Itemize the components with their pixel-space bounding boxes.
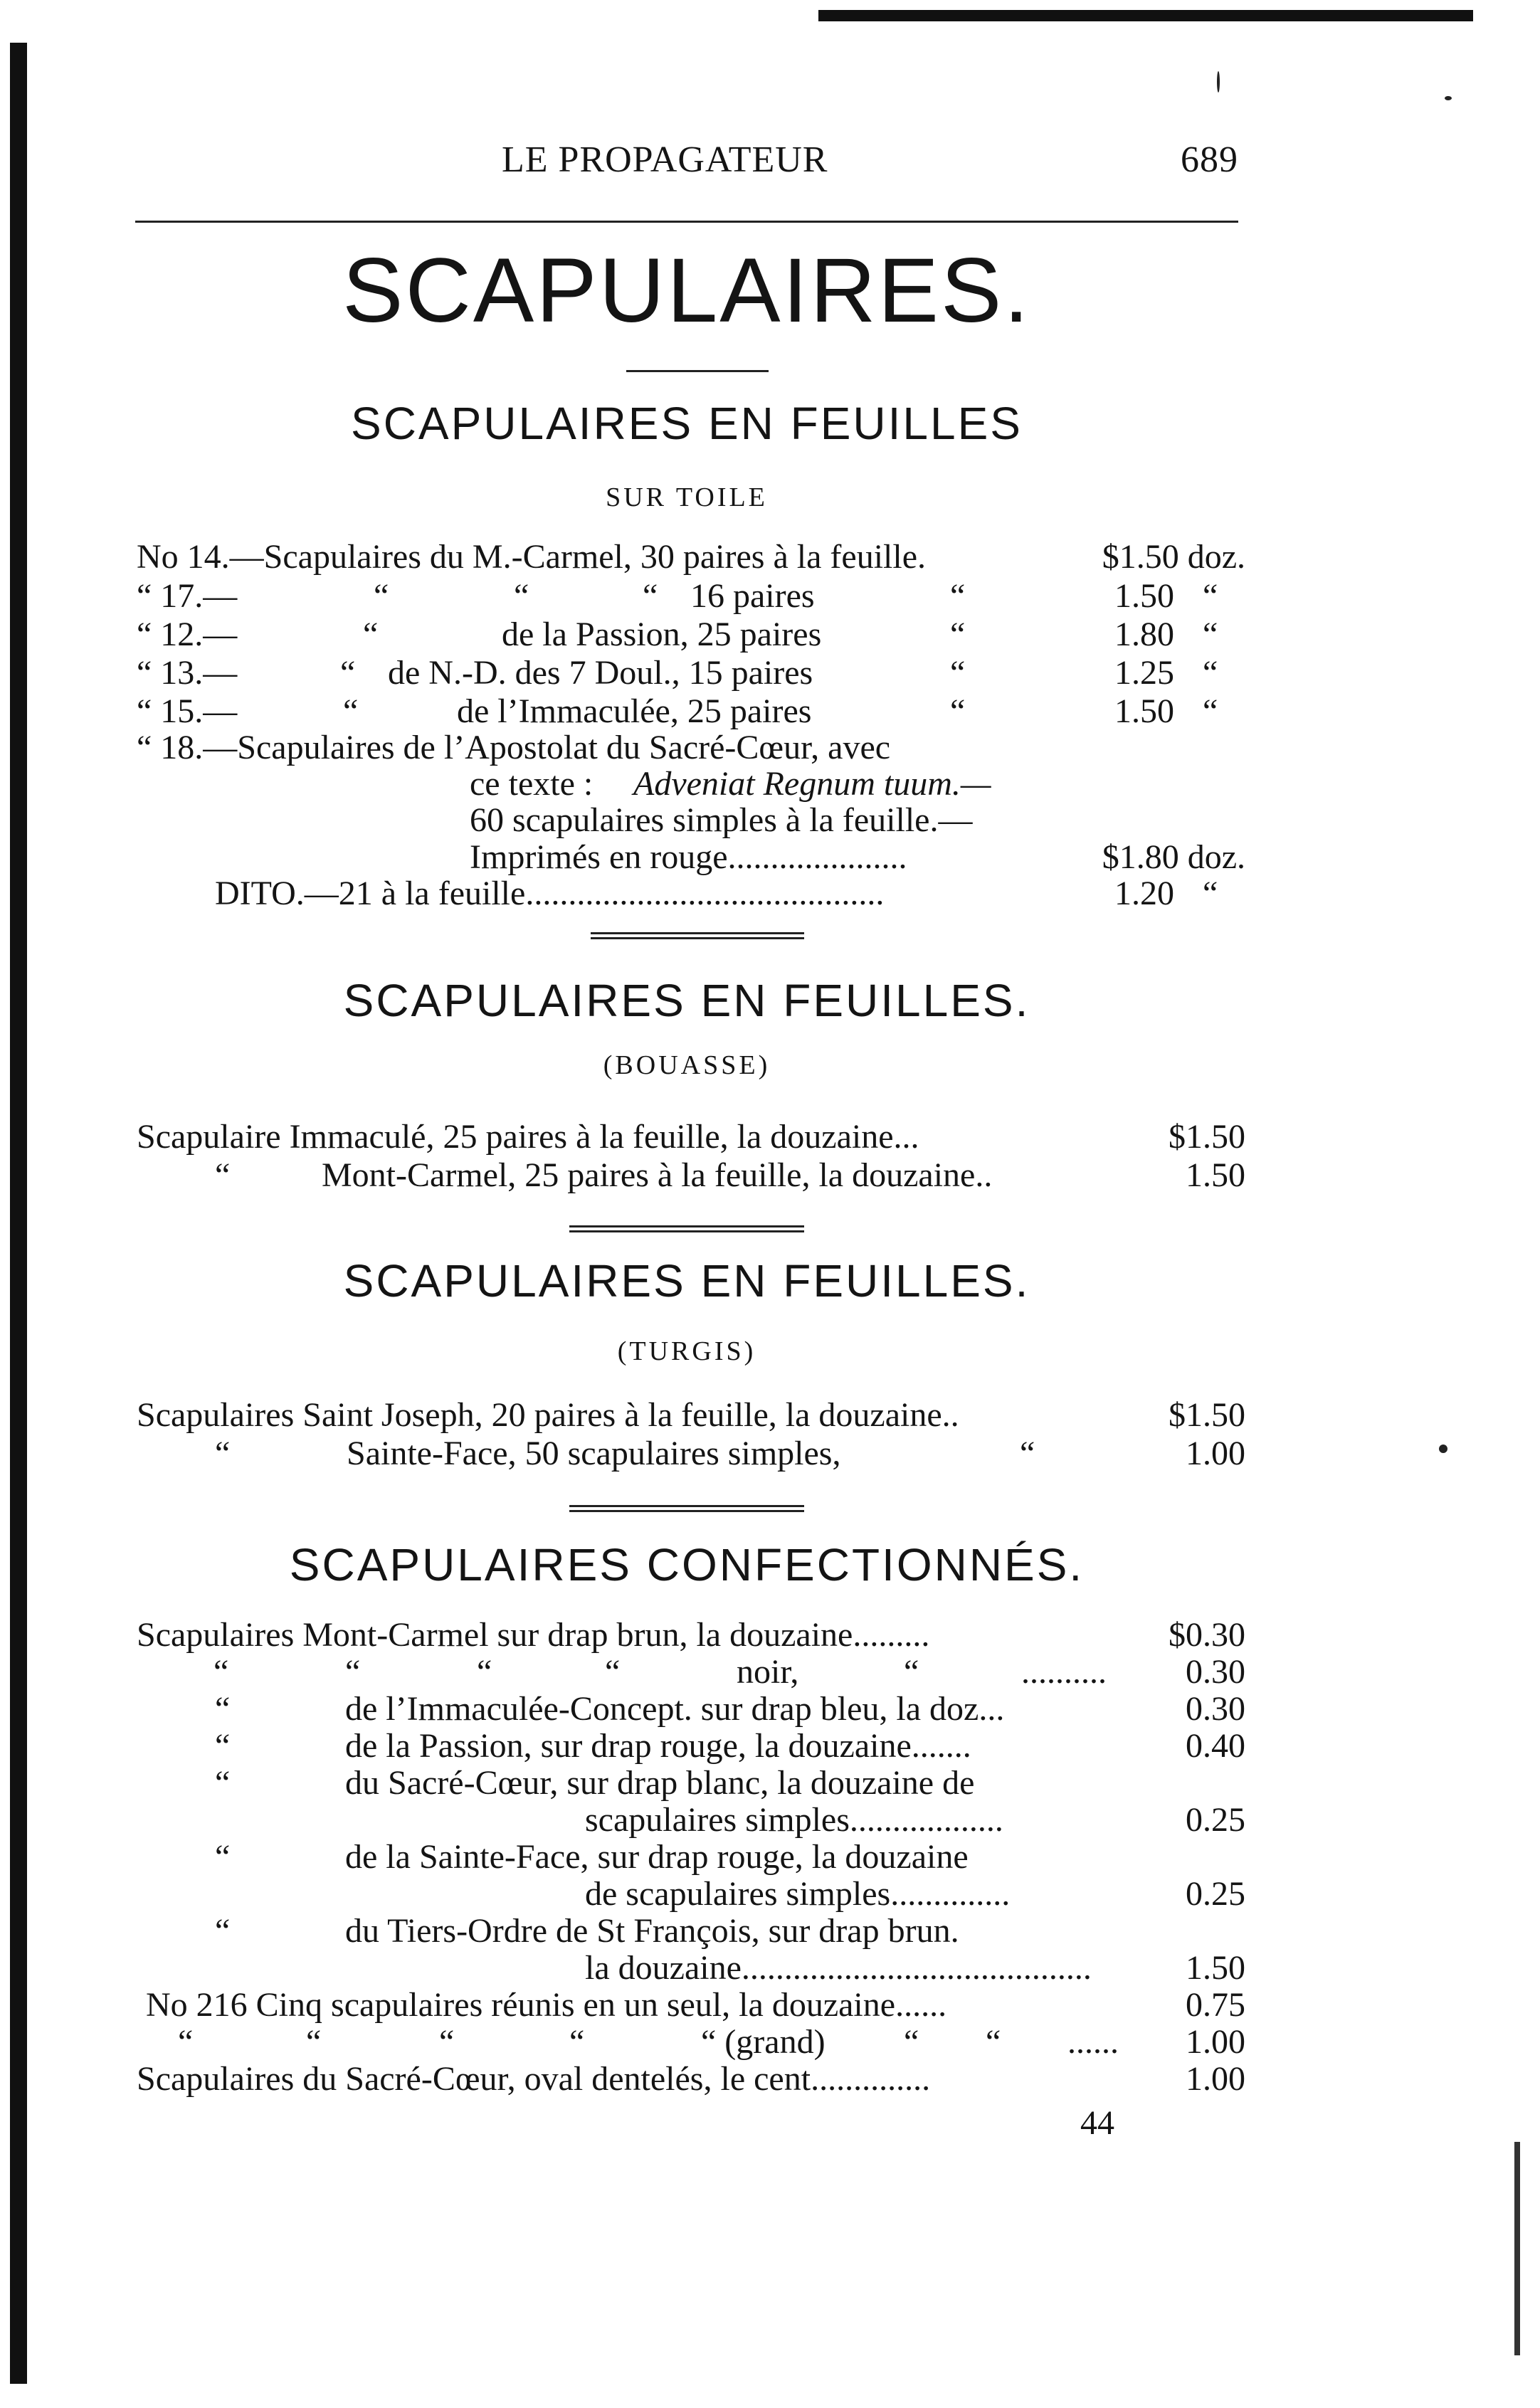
scan-edge-right: [1514, 2142, 1520, 2355]
list-item: Scapulaires du Sacré-Cœur, oval dentelés, le cent.............. 1.00: [137, 2060, 1245, 2098]
list-item: “ de la Sainte-Face, sur drap rouge, la douzaine: [215, 1838, 969, 1876]
section-sub-toile: SUR TOILE: [606, 482, 768, 512]
section-sub-turgis: (TURGIS): [617, 1336, 756, 1366]
list-item: “ de l’Immaculée-Concept. sur drap bleu, la doz... 0.30: [215, 1690, 1245, 1728]
list-item: Imprimés en rouge..................... $1.80 doz.: [470, 838, 1245, 876]
list-item: de scapulaires simples.............. 0.25: [585, 1875, 1245, 1913]
list-item: “ de la Passion, sur drap rouge, la douzaine....... 0.40: [215, 1727, 1245, 1765]
section-divider: [591, 932, 804, 939]
page-title: SCAPULAIRES.: [342, 240, 1031, 342]
section-divider: [569, 1505, 804, 1512]
section-heading-toile: SCAPULAIRES EN FEUILLES: [351, 398, 1023, 449]
signature-mark: 44: [1080, 2104, 1114, 2142]
list-item: 60 scapulaires simples à la feuille.—: [470, 801, 973, 839]
section-heading-turgis: SCAPULAIRES EN FEUILLES.: [343, 1255, 1030, 1306]
list-item: “ “ “ “ “ (grand) “ “ ...... 1.00: [178, 2023, 1245, 2061]
list-item: “ 15.— “ de l’Immaculée, 25 paires “ 1.50 “: [137, 692, 1218, 730]
list-item: “ “ “ “ noir, “ .......... 0.30: [213, 1653, 1245, 1691]
list-item: DITO.—21 à la feuille.......................................... 1.20 “: [215, 875, 1218, 912]
list-item: Scapulaire Immaculé, 25 paires à la feuille, la douzaine... $1.50: [137, 1118, 1245, 1156]
list-item: “ du Sacré-Cœur, sur drap blanc, la douzaine de: [215, 1764, 975, 1802]
scan-speck: [1217, 71, 1220, 93]
section-heading-confectionnes: SCAPULAIRES CONFECTIONNÉS.: [289, 1539, 1085, 1590]
list-item: “ 17.— “ “ “ 16 paires “ 1.50 “: [137, 577, 1218, 615]
list-item: “ Sainte-Face, 50 scapulaires simples, “ 1.00: [215, 1435, 1245, 1472]
list-item: “ 13.— “ de N.-D. des 7 Doul., 15 paires “ 1.25 “: [137, 654, 1218, 692]
list-item: Scapulaires Mont-Carmel sur drap brun, la douzaine......... $0.30: [137, 1616, 1245, 1654]
list-item: “ du Tiers-Ordre de St François, sur drap brun.: [215, 1912, 959, 1950]
page-number: 689: [1181, 139, 1238, 180]
list-item: “ 12.— “ de la Passion, 25 paires “ 1.80 “: [137, 616, 1218, 653]
running-head: [135, 139, 1238, 189]
section-divider: [569, 1225, 804, 1232]
scan-speck: [1445, 96, 1452, 100]
list-item: scapulaires simples.................. 0.25: [585, 1801, 1245, 1839]
title-rule: [626, 370, 769, 372]
list-item: ce texte : Adveniat Regnum tuum.—: [470, 765, 991, 803]
section-heading-bouasse: SCAPULAIRES EN FEUILLES.: [343, 975, 1030, 1026]
section-sub-bouasse: (BOUASSE): [603, 1050, 771, 1080]
scan-edge-top: [818, 10, 1473, 21]
list-item: la douzaine......................................... 1.50: [585, 1949, 1245, 1987]
running-head-title: LE PROPAGATEUR: [502, 139, 828, 180]
list-item: Scapulaires Saint Joseph, 20 paires à la feuille, la douzaine.. $1.50: [137, 1396, 1245, 1434]
header-rule: [135, 221, 1238, 223]
list-item: “ Mont-Carmel, 25 paires à la feuille, la douzaine.. 1.50: [215, 1156, 1245, 1194]
list-item: No 216 Cinq scapulaires réunis en un seul, la douzaine...... 0.75: [146, 1986, 1245, 2024]
list-item: “ 18.—Scapulaires de l’Apostolat du Sacré-Cœur, avec: [137, 729, 891, 766]
list-item: No 14.—Scapulaires du M.-Carmel, 30 paires à la feuille. $1.50 doz.: [137, 538, 1245, 576]
